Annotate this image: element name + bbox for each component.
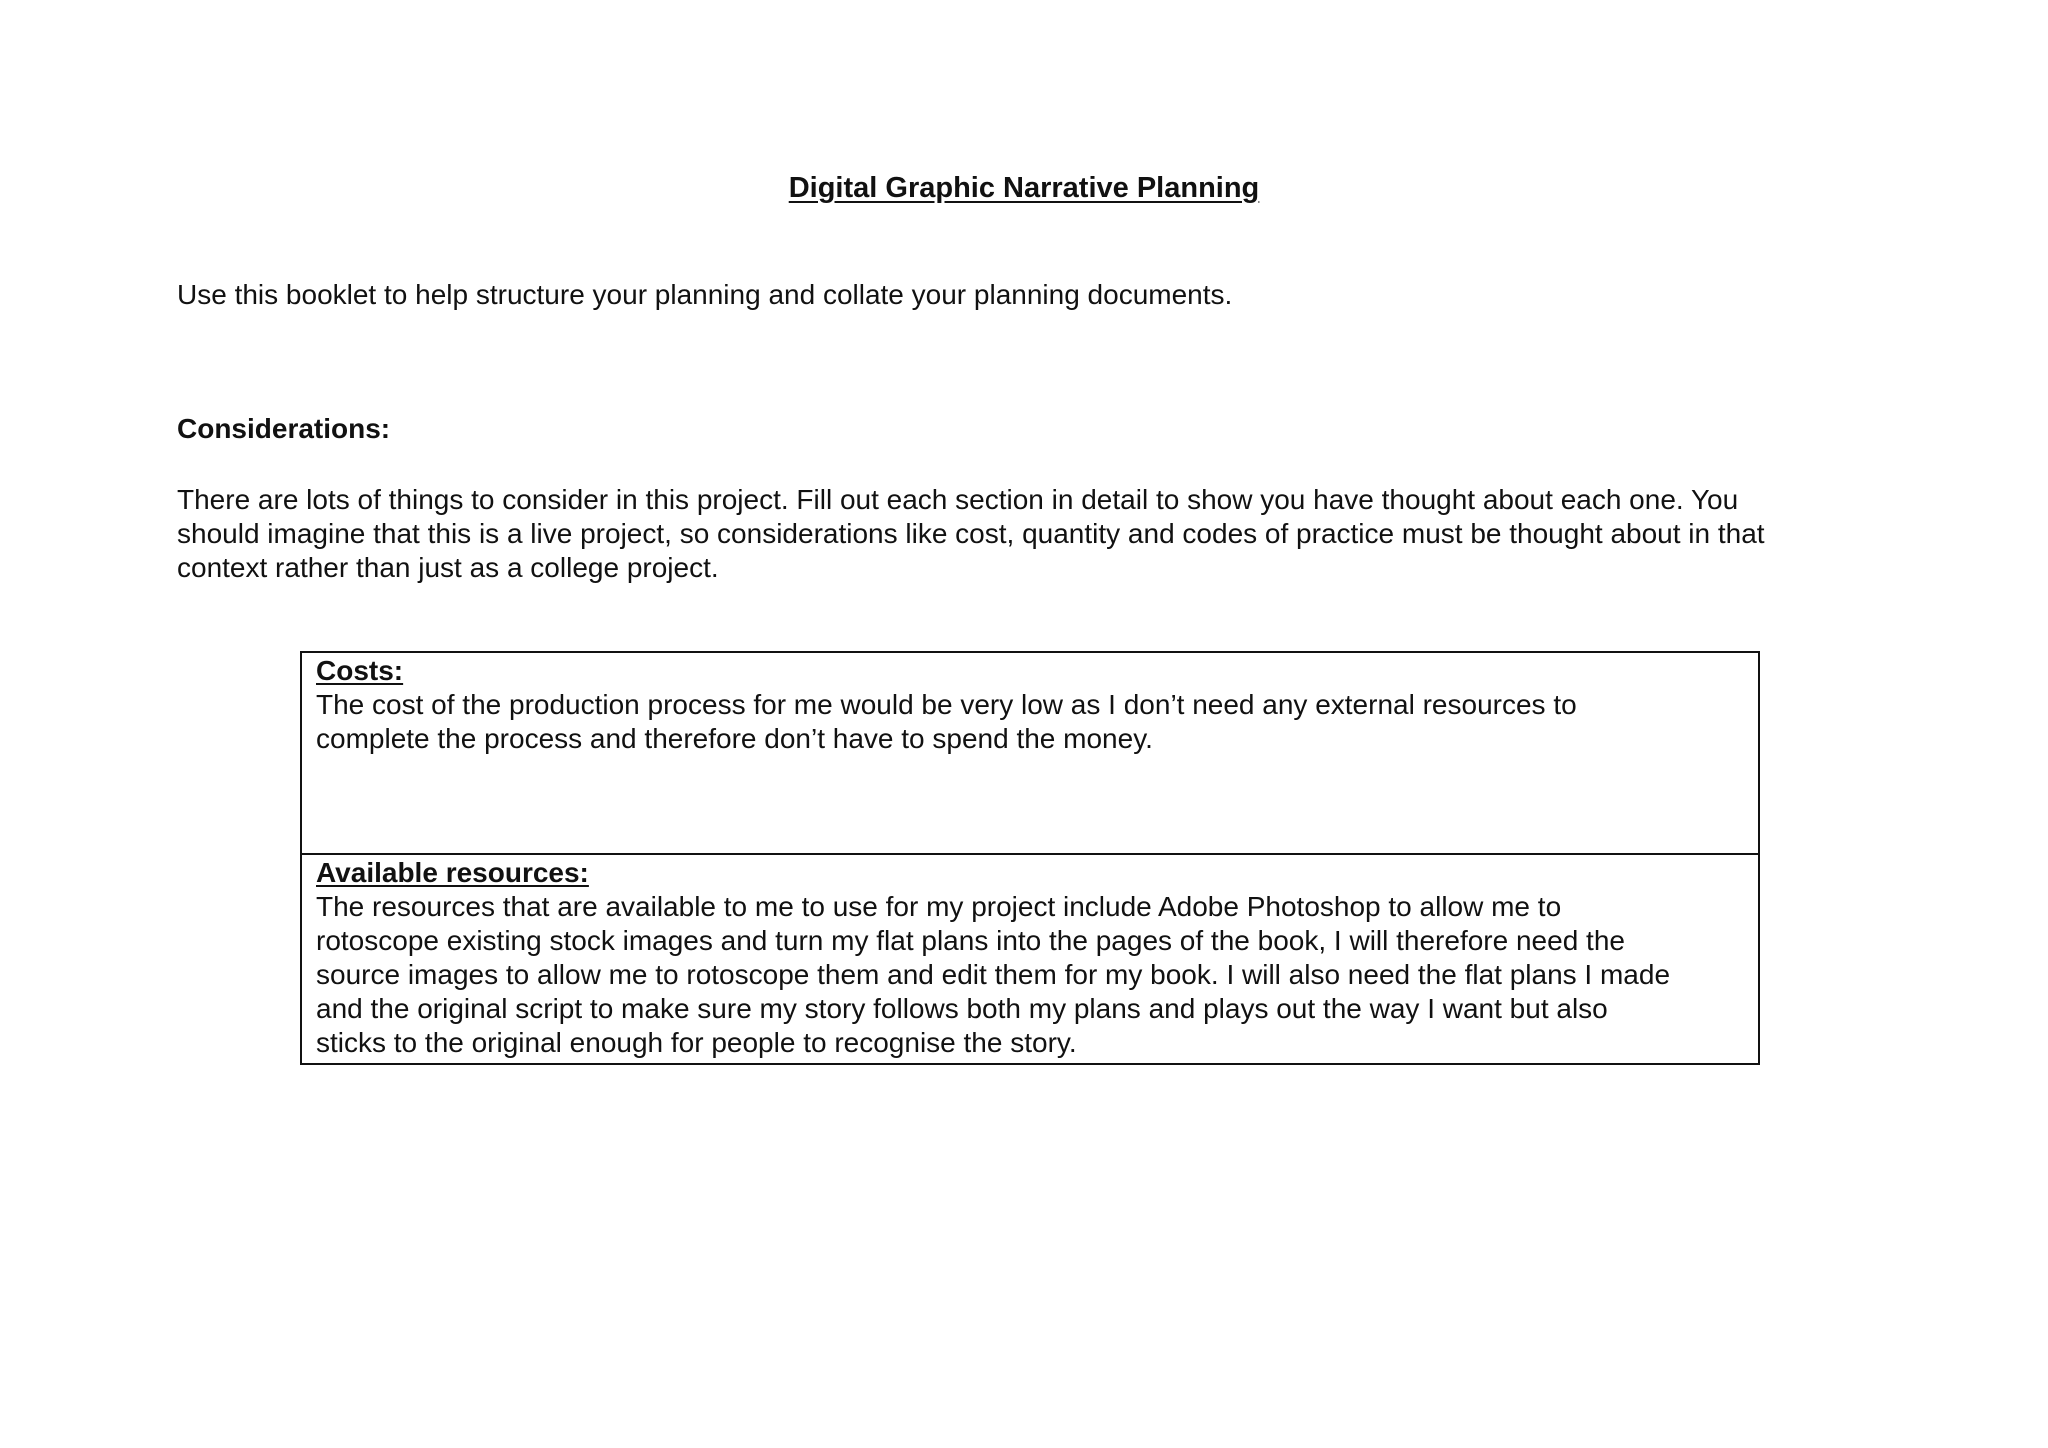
considerations-paragraph bbox=[177, 483, 1857, 585]
considerations-heading: Considerations: bbox=[177, 413, 391, 444]
page-title: Digital Graphic Narrative Planning bbox=[788, 172, 1260, 204]
resources-label: Available resources: bbox=[316, 857, 589, 888]
resources-text bbox=[316, 890, 1744, 1060]
costs-cell bbox=[302, 653, 1758, 855]
costs-text bbox=[316, 688, 1744, 756]
intro-text: Use this booklet to help structure your planning and collate your planning documents. bbox=[177, 279, 1233, 310]
costs-label: Costs: bbox=[316, 655, 404, 686]
considerations-table bbox=[300, 651, 1760, 1065]
costs-line: complete the process and therefore don’t have to spend the money. bbox=[316, 723, 1153, 754]
resources-line: The resources that are available to me to use for my project include Adobe Photoshop to allow me to bbox=[316, 891, 1562, 922]
resources-line: sticks to the original enough for people to recognise the story. bbox=[316, 1027, 1077, 1058]
resources-line: rotoscope existing stock images and turn my flat plans into the pages of the book, I will therefore need the bbox=[316, 925, 1625, 956]
resources-line: source images to allow me to rotoscope them and edit them for my book. I will also need the flat plans I made bbox=[316, 959, 1671, 990]
considerations-line: There are lots of things to consider in this project. Fill out each section in detail to show you have thought about each one. You bbox=[177, 484, 1739, 515]
costs-line: The cost of the production process for me would be very low as I don’t need any external resources to bbox=[316, 689, 1577, 720]
resources-line: and the original script to make sure my story follows both my plans and plays out the way I want but also bbox=[316, 993, 1608, 1024]
considerations-line: context rather than just as a college project. bbox=[177, 552, 719, 583]
considerations-line: should imagine that this is a live project, so considerations like cost, quantity and codes of practice must be thought about in that bbox=[177, 518, 1765, 549]
resources-cell bbox=[302, 855, 1758, 1063]
